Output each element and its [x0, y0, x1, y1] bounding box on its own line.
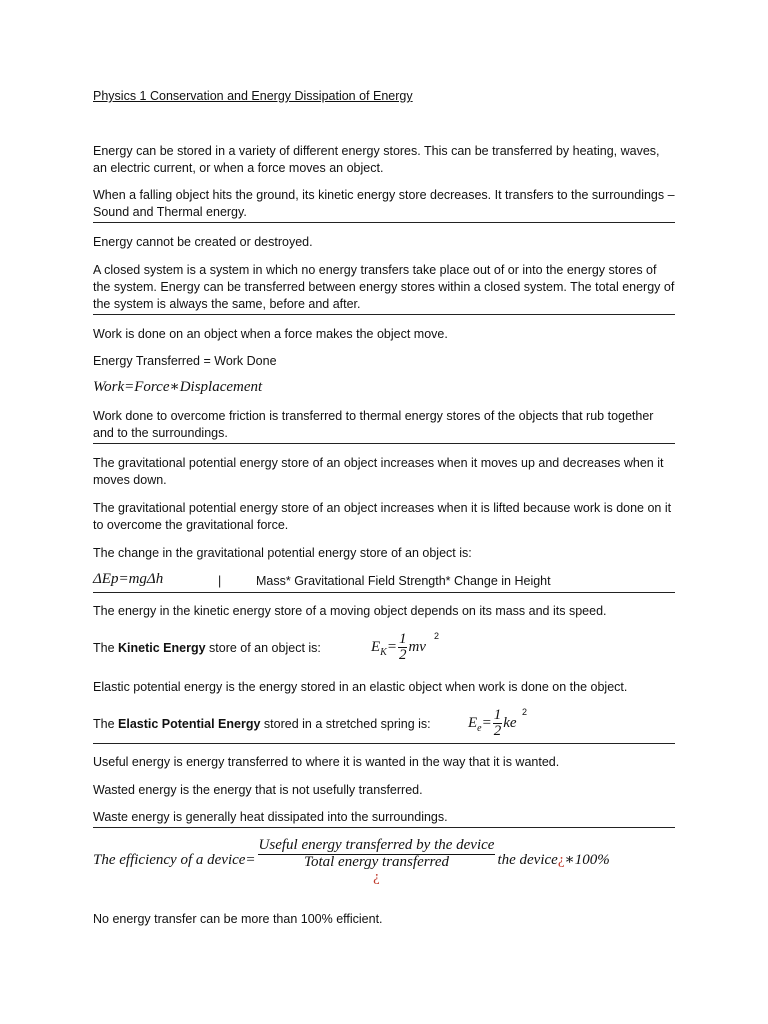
- ke-numerator: 1: [398, 631, 407, 647]
- elastic-energy-intro: Elastic potential energy is the energy stored in an elastic object when work is done on the object.: [93, 680, 628, 694]
- section-divider: [93, 827, 675, 828]
- energy-stores-paragraph: Energy can be stored in a variety of different energy stores. This can be transferred by heating, waves, an electric current, or when a force moves an object.: [93, 144, 660, 175]
- ep-numerator: 1: [493, 707, 502, 723]
- efficiency-formula: [93, 836, 610, 885]
- efficiency-mark: ¿: [557, 852, 565, 868]
- efficiency-numerator: Useful energy transferred by the device: [258, 837, 495, 853]
- ke-subscript: K: [380, 646, 387, 658]
- ep-equals: =: [481, 714, 492, 731]
- section-divider: [93, 314, 675, 315]
- gpe-change-intro: The change in the gravitational potential energy store of an object is:: [93, 546, 472, 560]
- document-title: Physics 1 Conservation and Energy Dissipation of Energy: [93, 89, 413, 103]
- ep-label-prefix: The: [93, 717, 119, 731]
- useful-energy-paragraph: Useful energy is energy transferred to where it is wanted in the way that it is wanted.: [93, 755, 560, 769]
- ep-exponent: 2: [522, 707, 528, 717]
- section-divider: [93, 443, 675, 444]
- section-divider: [93, 222, 675, 223]
- waste-heat-paragraph: Waste energy is generally heat dissipated into the surroundings.: [93, 810, 448, 824]
- ke-rhs: mv: [408, 638, 426, 655]
- efficiency-fraction: [258, 836, 496, 885]
- ke-symbol: E: [371, 638, 381, 655]
- ke-label-prefix: The: [93, 641, 119, 655]
- gpe-up-down-paragraph: The gravitational potential energy store of an object increases when it moves up and decreases when it moves down.: [93, 456, 664, 487]
- ep-label-bold: Elastic Potential Energy: [118, 717, 261, 731]
- falling-object-paragraph: When a falling object hits the ground, its kinetic energy store decreases. It transfers to the surroundings – Sound and Thermal energy.: [93, 188, 675, 219]
- work-energy-equality: Energy Transferred = Work Done: [93, 354, 277, 368]
- kinetic-energy-intro: The energy in the kinetic energy store of a moving object depends on its mass and its speed.: [93, 604, 607, 618]
- elastic-energy-formula: [468, 708, 517, 739]
- ep-rhs: ke: [503, 714, 517, 731]
- efficiency-denominator: Total energy transferred: [304, 854, 449, 870]
- gpe-lifted-paragraph: The gravitational potential energy store of an object increases when it is lifted because work is done on it to overcome the gravitational force.: [93, 501, 672, 532]
- ke-denominator: 2: [398, 647, 407, 663]
- work-done-paragraph: Work is done on an object when a force makes the object move.: [93, 327, 448, 341]
- ep-symbol: E: [468, 714, 478, 731]
- gpe-formula-words: Mass* Gravitational Field Strength* Change in Height: [256, 574, 551, 588]
- efficiency-tail: ∗100%: [564, 852, 610, 868]
- ke-fraction: [398, 632, 408, 663]
- ep-fraction: [493, 708, 503, 739]
- efficiency-after: the device: [497, 852, 558, 868]
- closed-system-paragraph: A closed system is a system in which no energy transfers take place out of or into the energy stores of the system. Energy can be transferred between energy stores within a closed system. The total energy of the system is always the same, before and after.: [93, 263, 675, 311]
- efficiency-denominator-mark: ¿: [373, 869, 380, 885]
- section-divider: [93, 592, 675, 593]
- section-divider: [93, 743, 675, 744]
- max-efficiency-statement: No energy transfer can be more than 100% efficient.: [93, 912, 383, 926]
- wasted-energy-paragraph: Wasted energy is the energy that is not usefully transferred.: [93, 783, 423, 797]
- formula-separator: |: [218, 574, 222, 588]
- ke-equals: =: [386, 638, 397, 655]
- energy-conservation-statement: Energy cannot be created or destroyed.: [93, 235, 313, 249]
- friction-paragraph: Work done to overcome friction is transferred to thermal energy stores of the objects that rub together and to the surroundings.: [93, 409, 654, 440]
- ke-label-suffix: store of an object is:: [205, 641, 321, 655]
- ke-exponent: 2: [434, 631, 440, 641]
- gpe-formula: ΔEp=mgΔh: [93, 571, 164, 587]
- efficiency-lhs: The efficiency of a device=: [93, 852, 256, 868]
- ep-subscript: e: [477, 722, 482, 734]
- elastic-energy-label: [93, 716, 675, 733]
- work-formula: Work=Force∗Displacement: [93, 379, 263, 395]
- ke-label-bold: Kinetic Energy: [118, 641, 206, 655]
- ep-label-suffix: stored in a stretched spring is:: [260, 717, 431, 731]
- kinetic-energy-formula: [371, 632, 426, 663]
- ep-denominator: 2: [493, 723, 502, 739]
- efficiency-denominator-row: [258, 855, 496, 885]
